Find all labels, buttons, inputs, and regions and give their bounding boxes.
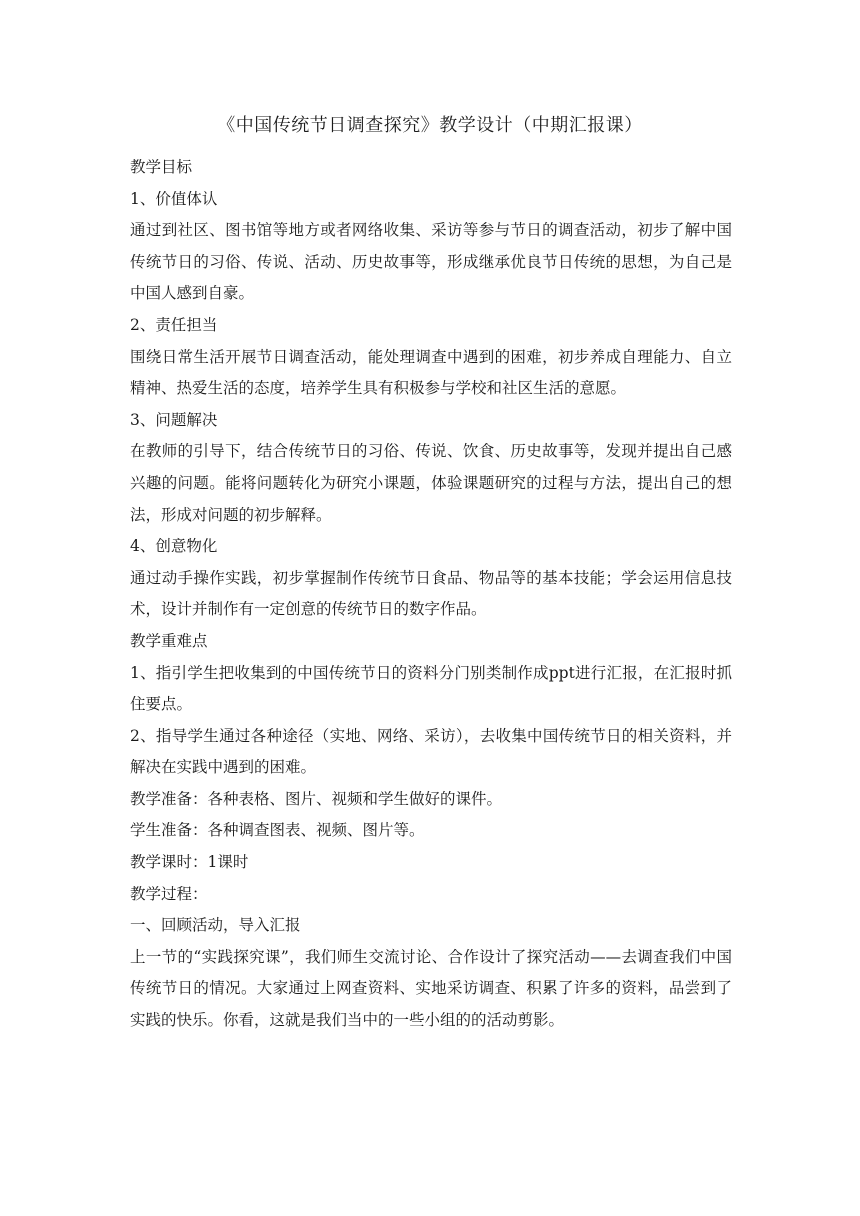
- paragraph-value: 通过到社区、图书馆等地方或者网络收集、采访等参与节日的调查活动，初步了解中国传统节日的习俗、传说、活动、历史故事等，形成继承优良节日传统的思想，为自己是中国人感到自豪。: [130, 221, 732, 303]
- paragraph-student-prep: 学生准备：各种调查图表、视频、图片等。: [130, 821, 425, 840]
- paragraph-review: 上一节的“实践探究课”，我们师生交流讨论、合作设计了探究活动——去调查我们中国传统节日的情况。大家通过上网查资料、实地采访调查、积累了许多的资料，品尝到了实践的快乐。你看，这就是我们当中的一些小组的的活动剪影。: [130, 947, 732, 1030]
- heading-teaching-goals: 教学目标: [130, 158, 193, 176]
- heading-teaching-process: 教学过程：: [130, 884, 208, 903]
- paragraph-responsibility: 围绕日常生活开展节日调查活动，能处理调查中遇到的困难，初步养成自理能力、自立精神、热爱生活的态度，培养学生具有积极参与学校和社区生活的意愿。: [130, 347, 732, 398]
- paragraph-creativity: 通过动手操作实践，初步掌握制作传统节日食品、物品等的基本技能；学会运用信息技术，设计并制作有一定创意的传统节日的数字作品。: [130, 568, 732, 619]
- document-title: 《中国传统节日调查探究》教学设计（中期汇报课）: [217, 115, 643, 136]
- paragraph-class-hours: 教学课时：1课时: [130, 853, 249, 872]
- subheading-value: 1、价值体认: [130, 189, 218, 208]
- document-body: [130, 152, 732, 1037]
- subheading-review: 一、回顾活动，导入汇报: [130, 916, 301, 935]
- paragraph-problem-solving: 在教师的引导下，结合传统节日的习俗、传说、饮食、历史故事等，发现并提出自己感兴趣的问题。能将问题转化为研究小课题，体验课题研究的过程与方法，提出自己的想法，形成对问题的初步解释。: [130, 442, 732, 524]
- heading-key-difficulties: 教学重难点: [130, 631, 208, 650]
- paragraph-key-point-2: 2、指导学生通过各种途径（实地、网络、采访），去收集中国传统节日的相关资料，并解决在实践中遇到的困难。: [130, 726, 732, 777]
- paragraph-teacher-prep: 教学准备：各种表格、图片、视频和学生做好的课件。: [130, 789, 503, 808]
- subheading-problem-solving: 3、问题解决: [130, 410, 218, 429]
- subheading-creativity: 4、创意物化: [130, 537, 218, 556]
- paragraph-key-point-1: 1、指引学生把收集到的中国传统节日的资料分门别类制作成ppt进行汇报，在汇报时抓住要点。: [130, 663, 732, 714]
- subheading-responsibility: 2、责任担当: [130, 315, 218, 334]
